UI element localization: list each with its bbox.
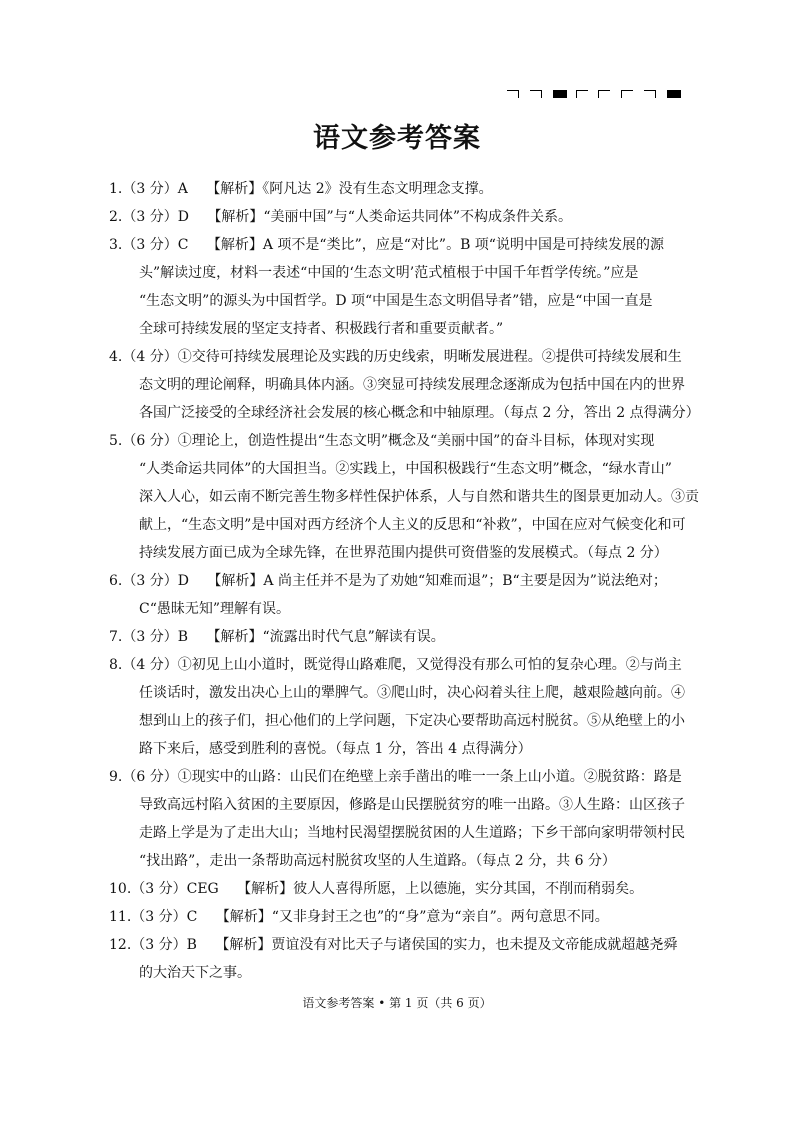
corner-mark-icon [576,90,588,98]
answer-line: C“愚昧无知”理解有误。 [139,601,291,617]
registration-marks [507,90,683,100]
answer-line: 4.（4 分）①交待可持续发展理论及实践的历史线索，明晰发展进程。②提供可持续发展和生 [109,349,682,365]
page-footer: 语文参考答案 • 第 1 页（共 6 页） [302,996,492,1010]
answer-line: 路下来后，感受到胜利的喜悦。（每点 1 分，答出 4 点得满分） [139,741,532,757]
answer-item [109,763,685,875]
corner-mark-icon [621,90,633,98]
corner-mark-icon [598,90,610,98]
answer-item [109,427,699,567]
answer-line: 7.（3 分）B 【解析】“流露出时代气息”解读有误。 [109,629,445,645]
corner-mark-icon [507,90,519,98]
answer-line: “人类命运共同体”的大国担当。②实践上，中国积极践行“生态文明”概念，“绿水青山” [139,461,672,477]
answer-line: 11.（3 分）C 【解析】“又非身封王之也”的“身”意为“亲自”。两句意思不同。 [109,909,609,925]
answer-line: 深入人心，如云南不断完善生物多样性保护体系，人与自然和谐共生的图景更加动人。③贡 [139,489,699,505]
answer-item [109,231,685,343]
page-title: 语文参考答案 [313,123,481,154]
corner-mark-icon [644,90,656,98]
answer-item [109,875,685,903]
answer-line: 12.（3 分）B 【解析】贾谊没有对比天子与诸侯国的实力，也未提及文帝能成就超越尧舜 [109,937,678,953]
solid-mark-icon [667,90,681,98]
answer-line: 9.（6 分）①现实中的山路：山民们在绝壁上亲手凿出的唯一一条上山小道。②脱贫路：路是 [109,769,682,785]
answer-line: “生态文明”的源头为中国哲学。D 项“中国是生态文明倡导者”错，应是“中国一直是 [139,293,653,309]
answer-item [109,343,700,427]
answer-line: 任谈话时，激发出决心上山的犟脾气。③爬山时，决心闷着头往上爬，越艰险越向前。④ [139,685,685,701]
answer-line: 1.（3 分）A 【解析】《阿凡达 2》没有生态文明理念支撑。 [109,181,493,197]
answer-line: 态文明的理论阐释，明确具体内涵。③突显可持续发展理念逐渐成为包括中国在内的世界 [139,377,685,393]
answer-line: 走路上学是为了走出大山；当地村民渴望摆脱贫困的人生道路；下乡干部向家明带领村民 [139,825,685,841]
answer-item [109,651,685,763]
answer-item [109,567,685,623]
answer-line: 的大治天下之事。 [139,965,251,981]
corner-mark-icon [530,90,542,98]
answer-line: 8.（4 分）①初见上山小道时，既觉得山路难爬，又觉得没有那么可怕的复杂心理。②与尚主 [109,657,682,673]
answer-line: 献上，“生态文明”是中国对西方经济个人主义的反思和“补救”，中国在应对气候变化和可 [139,517,686,533]
answer-line: 2.（3 分）D 【解析】“美丽中国”与“人类命运共同体”不构成条件关系。 [109,209,573,225]
answer-item [109,623,685,651]
solid-mark-icon [553,90,567,98]
answer-line: “找出路”，走出一条帮助高远村脱贫攻坚的人生道路。（每点 2 分，共 6 分） [139,853,616,869]
answer-item [109,203,685,231]
answer-line: 6.（3 分）D 【解析】A 尚主任并不是为了劝她“知难而退”；B“主要是因为”说法绝对； [109,573,667,589]
answer-line: 导致高远村陷入贫困的主要原因，修路是山民摆脱贫穷的唯一出路。③人生路：山区孩子 [139,797,685,813]
answer-line: 持续发展方面已成为全球先锋，在世界范围内提供可资借鉴的发展模式。（每点 2 分） [139,545,668,561]
answer-line: 头”解读过度，材料一表述“中国的‘生态文明’范式植根于中国千年哲学传统。”应是 [139,265,639,281]
answer-line: 10.（3 分）CEG 【解析】彼人人喜得所愿，上以德施，实分其国，不削而稍弱矣。 [109,881,644,897]
answer-line: 全球可持续发展的坚定支持者、积极践行者和重要贡献者。” [139,321,504,337]
answer-list [109,175,700,987]
answer-line: 想到山上的孩子们，担心他们的上学问题，下定决心要帮助高远村脱贫。⑤从绝壁上的小 [139,713,685,729]
answer-line: 5.（6 分）①理论上，创造性提出“生态文明”概念及“美丽中国”的奋斗目标，体现对实现 [109,433,655,449]
answer-item [109,931,685,987]
answer-item [109,175,685,203]
answer-item [109,903,685,931]
answer-line: 3.（3 分）C 【解析】A 项不是“类比”，应是“对比”。B 项“说明中国是可持续发展的源 [109,237,664,253]
answer-line: 各国广泛接受的全球经济社会发展的核心概念和中轴原理。（每点 2 分，答出 2 点得满分） [139,405,700,421]
